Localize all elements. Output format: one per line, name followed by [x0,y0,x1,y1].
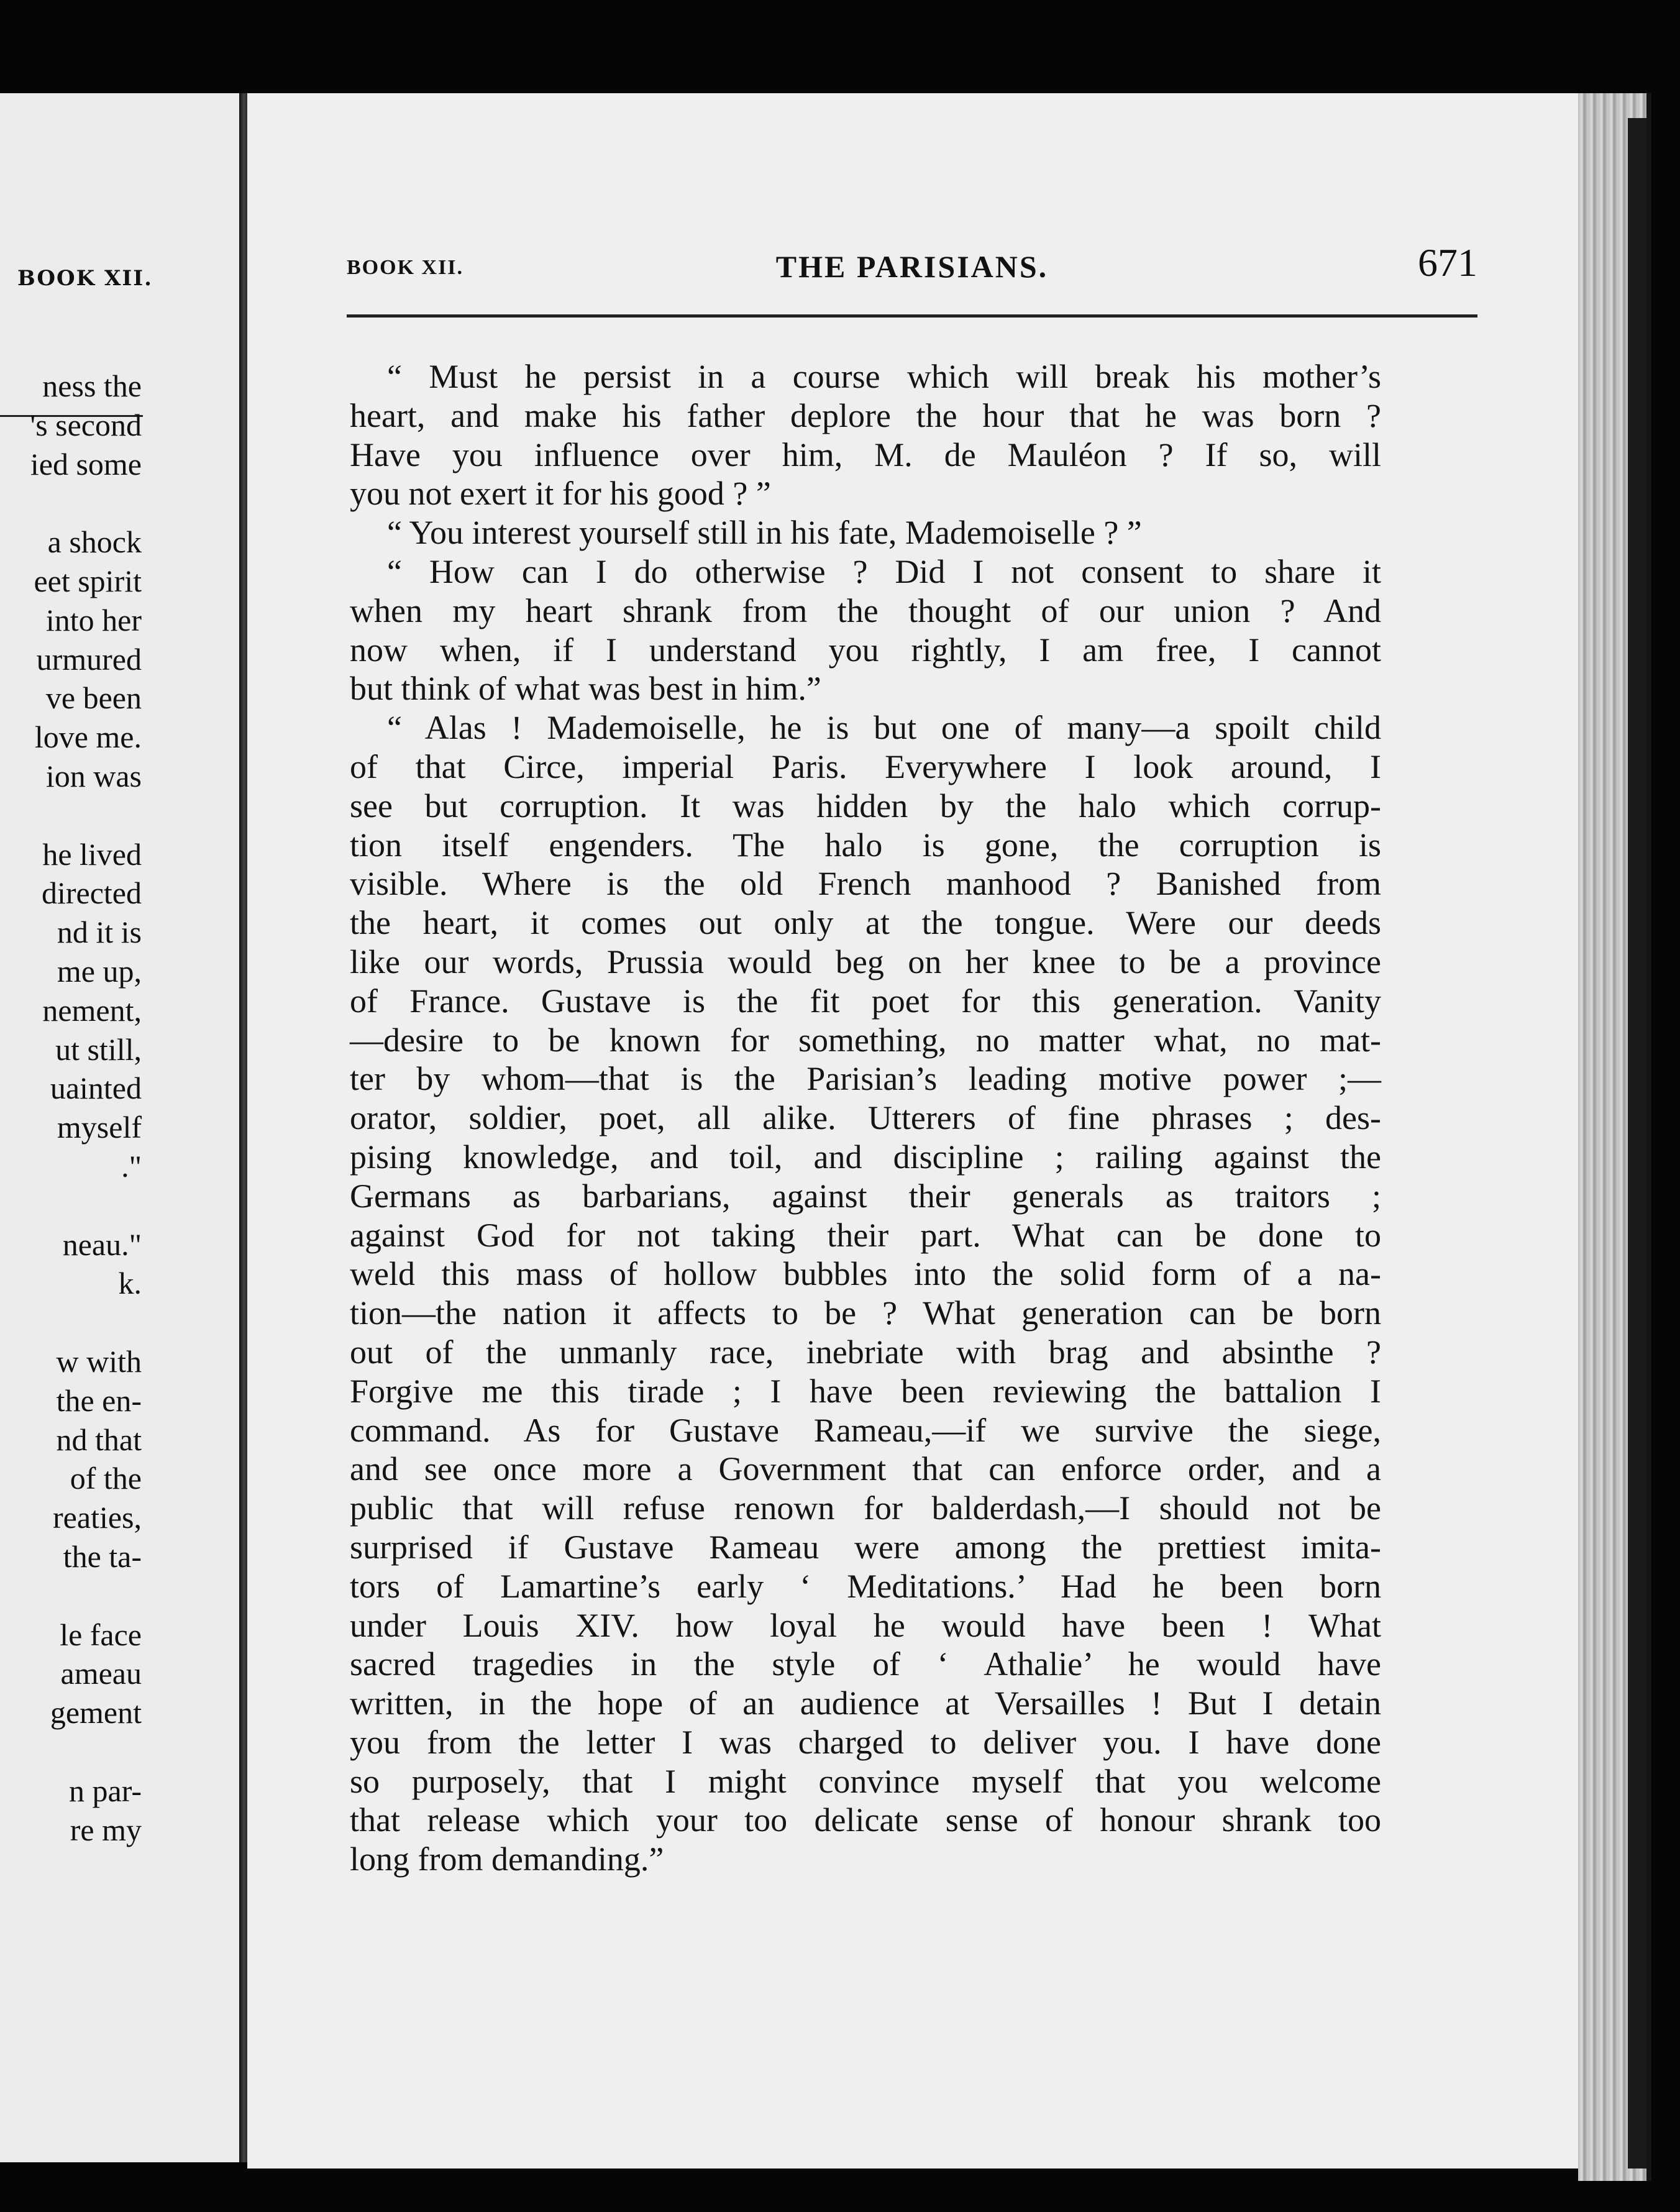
text-line: when my heart shrank from the thought of our union ? And [350,592,1381,629]
text-line: surprised if Gustave Rameau were among the prettiest imita- [350,1528,1381,1566]
left-text-fragment: ied some [30,446,142,482]
running-head-book: BOOK XII. [347,256,464,279]
text-line: long from demanding.” [350,1840,664,1878]
right-page [247,93,1589,2169]
left-text-fragment: ut still, [55,1031,142,1067]
text-line: Germans as barbarians, against their generals as traitors ; [350,1177,1381,1215]
running-head [347,240,1477,298]
text-line: orator, soldier, poet, all alike. Utterers of fine phrases ; des- [350,1099,1381,1137]
text-line: command. As for Gustave Rameau,—if we survive the siege, [350,1411,1381,1449]
left-text-fragment: neau." [62,1227,142,1262]
running-head-title: THE PARISIANS. [775,249,1049,284]
left-text-fragment: love me. [34,720,142,755]
left-text-fragment: urmured [36,641,142,677]
text-line: “ Alas ! Mademoiselle, he is but one of many—a spoilt child [387,709,1381,747]
text-line: Have you influence over him, M. de Mauléon ? If so, will [350,436,1381,473]
left-text-fragment: nement, [42,992,142,1028]
left-text-fragment: n par- [69,1773,142,1808]
left-text-fragment: 's second [30,407,142,442]
left-page [0,93,242,2162]
text-line: tors of Lamartine’s early ‘ Meditations.’ Had he been born [350,1567,1381,1605]
text-line: the heart, it comes out only at the tongue. Were our deeds [350,904,1381,942]
text-line: now when, if I understand you rightly, I am free, I cannot [350,631,1381,669]
text-line: and see once more a Government that can enforce order, and a [350,1450,1381,1488]
left-text-fragment: nd that [56,1422,142,1457]
edge-shadow [1628,118,1646,2169]
text-line: “ You interest yourself still in his fate, Mademoiselle ? ” [387,514,1142,552]
text-line: written, in the hope of an audience at Versailles ! But I detain [350,1684,1381,1722]
body-text [350,357,1381,1879]
text-line: pising knowledge, and toil, and discipline ; railing against the [350,1138,1381,1176]
text-line: like our words, Prussia would beg on her knee to be a province [350,943,1381,980]
text-line: Forgive me this tirade ; I have been reviewing the battalion I [350,1372,1381,1410]
page-number: 671 [1418,240,1477,285]
text-line: —desire to be known for something, no matter what, no mat- [350,1021,1381,1059]
text-line: against God for not taking their part. What can be done to [350,1216,1381,1254]
left-text-fragment: gement [50,1695,142,1730]
left-text-fragment: uainted [50,1071,142,1106]
text-line: ter by whom—that is the Parisian’s leading motive power ;— [350,1060,1381,1098]
left-text-fragment: re my [70,1812,142,1847]
text-line: that release which your too delicate sense of honour shrank too [350,1801,1381,1839]
text-line: heart, and make his father deplore the hour that he was born ? [350,396,1381,434]
text-line: tion—the nation it affects to be ? What generation can be born [350,1294,1381,1332]
left-text-fragment: he lived [42,836,142,872]
left-text-fragment: a shock [47,524,142,560]
text-line: visible. Where is the old French manhood ? Banished from [350,865,1381,903]
left-text-fragment: le face [60,1617,142,1652]
left-text-fragment: nd it is [57,915,142,950]
left-text-fragment: eet spirit [34,564,142,598]
text-line: “ How can I do otherwise ? Did I not consent to share it [387,552,1381,590]
left-text-fragment: ameau [60,1656,142,1691]
text-line: but think of what was best in him.” [350,670,821,708]
left-text-fragment: ve been [45,680,142,716]
text-line: sacred tragedies in the style of ‘ Athalie’ he would have [350,1645,1381,1683]
left-text-fragment: me up, [57,954,142,989]
text-line: of France. Gustave is the fit poet for this generation. Vanity [350,982,1381,1020]
left-text-fragment: of the [70,1461,142,1496]
left-text-fragment: ." [121,1149,142,1184]
text-line: see but corruption. It was hidden by the halo which corrup- [350,787,1381,825]
text-line: tion itself engenders. The halo is gone, the corruption is [350,826,1381,864]
text-line: of that Circe, imperial Paris. Everywhere I look around, I [350,747,1381,785]
left-text-fragment: w with [56,1344,142,1379]
text-line: weld this mass of hollow bubbles into the solid form of a na- [350,1255,1381,1293]
header-rule [347,314,1477,318]
left-text-fragment: the en- [56,1382,142,1418]
left-text-fragment: ion was [45,759,142,793]
left-running-head: BOOK XII. [17,266,153,291]
text-line: out of the unmanly race, inebriate with brag and absinthe ? [350,1333,1381,1371]
text-line: you not exert it for his good ? ” [350,475,771,513]
left-text-fragments [0,93,142,2162]
left-text-fragment: reaties, [53,1500,142,1535]
left-text-fragment: ness the [42,368,142,403]
text-line: under Louis XIV. how loyal he would have been ! What [350,1606,1381,1644]
left-text-fragment: k. [118,1266,142,1301]
text-line: “ Must he persist in a course which will break his mother’s [387,358,1381,395]
left-text-fragment: the ta- [63,1539,142,1574]
left-text-fragment: myself [57,1110,142,1145]
text-line: you from the letter I was charged to deliver you. I have done [350,1723,1381,1761]
left-text-fragment: directed [41,875,142,911]
text-line: public that will refuse renown for balderdash,—I should not be [350,1489,1381,1527]
text-line: so purposely, that I might convince myself that you welcome [350,1762,1381,1800]
left-text-fragment: into her [45,602,142,638]
